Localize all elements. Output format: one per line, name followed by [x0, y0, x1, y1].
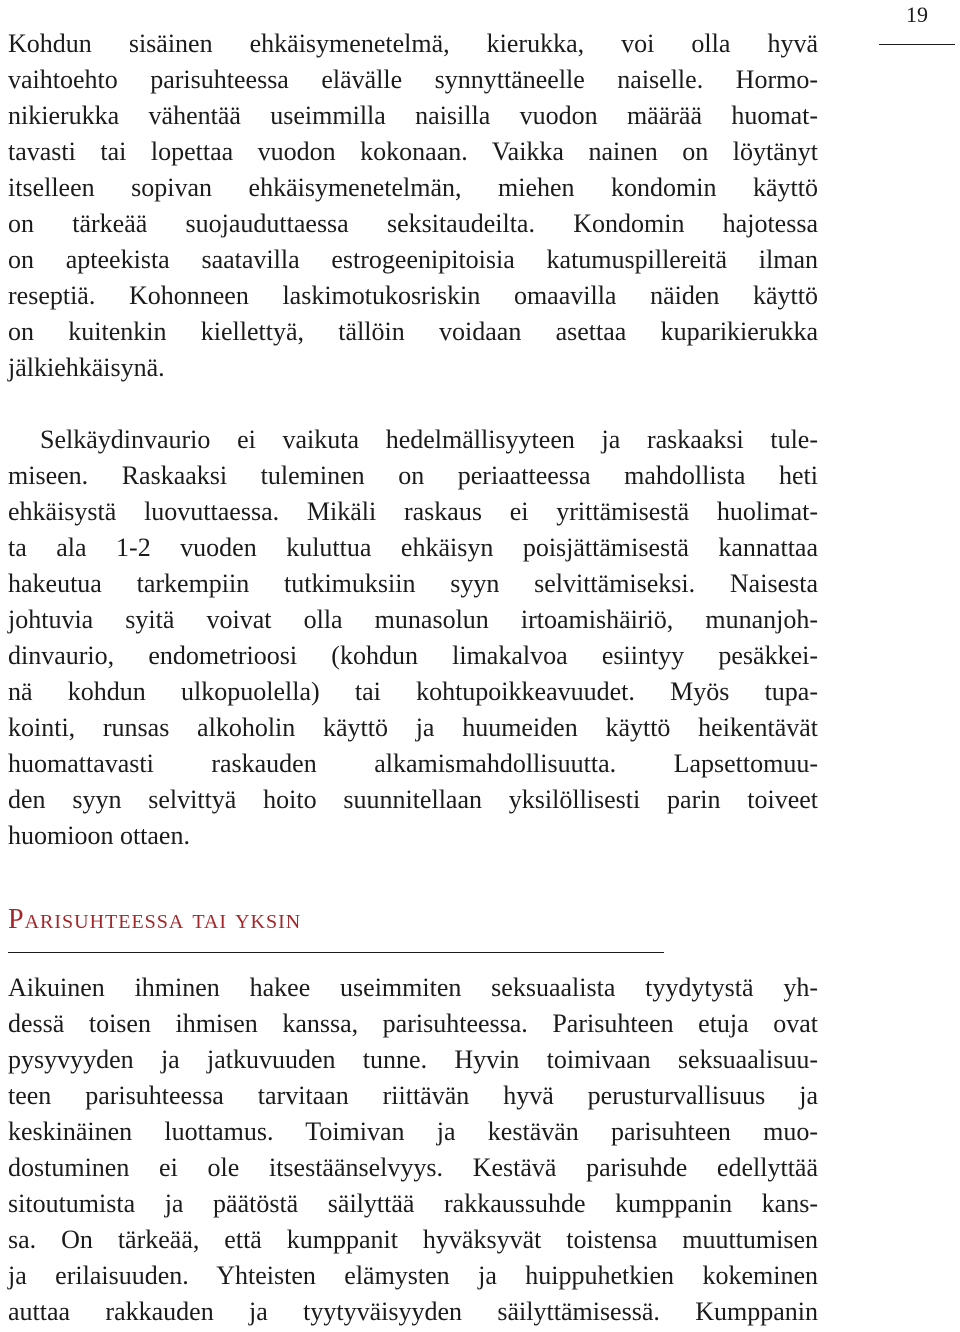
text-line: huomattavasti raskauden alkamismahdollisuutta. Lapsettomuu-	[8, 749, 818, 778]
text-line: keskinäinen luottamus. Toimivan ja kestävän parisuhteen muo-	[8, 1117, 818, 1146]
text-line: johtuvia syitä voivat olla munasolun irtoamishäiriö, munanjoh-	[8, 605, 818, 634]
text-line: reseptiä. Kohonneen laskimotukosriskin omaavilla näiden käyttö	[8, 281, 818, 310]
text-line: kointi, runsas alkoholin käyttö ja huumeiden käyttö heikentävät	[8, 713, 818, 742]
text-line: vaihtoehto parisuhteessa elävälle synnyttäneelle naiselle. Hormo-	[8, 65, 818, 94]
text-line: nä kohdun ulkopuolella) tai kohtupoikkeavuudet. Myös tupa-	[8, 677, 818, 706]
text-line: on kuitenkin kiellettyä, tällöin voidaan asettaa kuparikierukka	[8, 317, 818, 346]
text-line: pysyvyyden ja jatkuvuuden tunne. Hyvin toimivaan seksuaalisuu-	[8, 1045, 818, 1074]
text-line: miseen. Raskaaksi tuleminen on periaatteessa mahdollista heti	[8, 461, 818, 490]
text-line: teen parisuhteessa tarvitaan riittävän hyvä perusturvallisuus ja	[8, 1081, 818, 1110]
text-line: auttaa rakkauden ja tyytyväisyyden säilyttämisessä. Kumppanin	[8, 1297, 818, 1326]
text-line: Selkäydinvaurio ei vaikuta hedelmällisyyteen ja raskaaksi tule-	[40, 425, 818, 454]
text-line: hakeutua tarkempiin tutkimuksiin syyn selvittämiseksi. Naisesta	[8, 569, 818, 598]
section-heading: Parisuhteessa tai yksin	[8, 904, 302, 935]
text-line: nikierukka vähentää useimmilla naisilla vuodon määrää huomat-	[8, 101, 818, 130]
text-line: sitoutumista ja päätöstä säilyttää rakkaussuhde kumppanin kans-	[8, 1189, 818, 1218]
text-line: den syyn selvittyä hoito suunnitellaan yksilöllisesti parin toiveet	[8, 785, 818, 814]
text-line: dinvaurio, endometrioosi (kohdun limakalvoa esiintyy pesäkkei-	[8, 641, 818, 670]
text-line: ta ala 1-2 vuoden kuluttua ehkäisyn poisjättämisestä kannattaa	[8, 533, 818, 562]
text-line: Kohdun sisäinen ehkäisymenetelmä, kierukka, voi olla hyvä	[8, 29, 818, 58]
page-number: 19	[906, 2, 928, 27]
heading-rule	[8, 952, 664, 953]
text-line: ja erilaisuuden. Yhteisten elämysten ja huippuhetkien kokeminen	[8, 1261, 818, 1290]
text-line: huomioon ottaen.	[8, 821, 190, 850]
page-number-rule	[879, 44, 955, 45]
text-line: itselleen sopivan ehkäisymenetelmän, miehen kondomin käyttö	[8, 173, 818, 202]
text-line: on tärkeää suojauduttaessa seksitaudeilta. Kondomin hajotessa	[8, 209, 818, 238]
text-line: tavasti tai lopettaa vuodon kokonaan. Vaikka nainen on löytänyt	[8, 137, 818, 166]
text-line: jälkiehkäisynä.	[8, 353, 165, 382]
text-line: Aikuinen ihminen hakee useimmiten seksuaalista tyydytystä yh-	[8, 973, 818, 1002]
text-line: dostuminen ei ole itsestäänselvyys. Kestävä parisuhde edellyttää	[8, 1153, 818, 1182]
text-line: dessä toisen ihmisen kanssa, parisuhteessa. Parisuhteen etuja ovat	[8, 1009, 818, 1038]
text-line: on apteekista saatavilla estrogeenipitoisia katumuspillereitä ilman	[8, 245, 818, 274]
text-line: ehkäisystä luovuttaessa. Mikäli raskaus ei yrittämisestä huolimat-	[8, 497, 818, 526]
text-line: sa. On tärkeää, että kumppanit hyväksyvät toistensa muuttumisen	[8, 1225, 818, 1254]
